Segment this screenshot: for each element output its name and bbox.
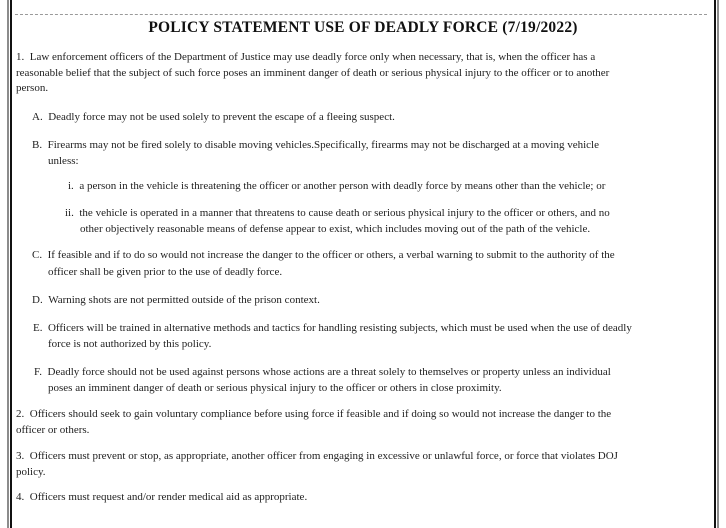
document-title: POLICY STATEMENT USE OF DEADLY FORCE (7/19/2022) — [148, 19, 578, 36]
subitem-text-line: poses an imminent danger of death or serious physical injury to the officer or others in close proximity. — [48, 381, 502, 394]
item-text-line: policy. — [16, 465, 46, 478]
roman-text-line: the vehicle is operated in a manner that threatens to cause death or serious physical injury to the officer or others, and no — [79, 207, 610, 219]
policy-item-1 — [16, 50, 609, 97]
policy-subitem-a — [32, 110, 395, 126]
subitem-text-line: Officers will be trained in alternative methods and tactics for handling resisting subjects, which must be used when the use of deadly — [47, 322, 632, 334]
subitem-text-line: officer shall be given prior to the use of deadly force. — [48, 265, 283, 278]
subitem-text-line: unless: — [48, 154, 79, 167]
item-text-line: Officers must prevent or stop, as appropriate, another officer from engaging in excessive or unlawful force, or force that violates DOJ — [29, 450, 618, 462]
subitem-label: F. — [34, 366, 42, 378]
subitem-label: D. — [32, 294, 43, 306]
item-text-line: person. — [16, 82, 49, 94]
policy-roman-i — [68, 179, 605, 195]
subitem-text-line: Deadly force may not be used solely to prevent the escape of a fleeing suspect. — [48, 111, 395, 123]
subitem-text-line: If feasible and if to do so would not increase the danger to the officer or others, a verbal warning to submit to the authority of the — [47, 249, 615, 261]
subitem-text-line: Warning shots are not permitted outside of the prison context. — [48, 294, 320, 306]
subitem-label: B. — [32, 139, 43, 151]
policy-subitem-e — [33, 321, 632, 352]
subitem-text-line: Firearms may not be fired solely to disable moving vehicles.Specifically, firearms may not be discharged at a moving vehicle — [47, 139, 599, 151]
policy-subitem-b — [32, 138, 599, 169]
page-border-right-outer — [717, 0, 719, 528]
policy-roman-ii — [65, 206, 610, 237]
header-rule — [15, 14, 707, 15]
item-label: 1. — [16, 51, 25, 63]
item-text-line: officer or others. — [16, 423, 90, 436]
policy-subitem-c — [32, 247, 615, 280]
item-text-line: Law enforcement officers of the Department of Justice may use deadly force only when necessary, that is, when the officer has a — [29, 51, 596, 63]
roman-label: i. — [68, 180, 74, 192]
roman-text-line: a person in the vehicle is threatening the officer or another person with deadly force by means other than the vehicle; or — [79, 180, 606, 192]
policy-subitem-d — [32, 293, 320, 309]
item-label: 4. — [16, 491, 25, 503]
item-label: 2. — [16, 408, 25, 420]
subitem-label: E. — [33, 322, 43, 334]
subitem-label: A. — [32, 111, 43, 123]
item-text-line: Officers must request and/or render medical aid as appropriate. — [29, 491, 308, 503]
item-label: 3. — [16, 450, 25, 462]
policy-item-2 — [16, 407, 611, 438]
policy-item-4 — [16, 490, 307, 506]
page-border-right-inner — [714, 0, 716, 528]
policy-subitem-f — [34, 365, 611, 396]
subitem-label: C. — [32, 249, 43, 261]
policy-item-3 — [16, 449, 618, 480]
page-border-left-inner — [10, 0, 12, 528]
item-text-line: Officers should seek to gain voluntary compliance before using force if feasible and if doing so would not increase the danger to the — [29, 408, 612, 420]
subitem-text-line: Deadly force should not be used against persons whose actions are a threat solely to themselves or property unless an individual — [47, 366, 611, 378]
page-border-left-outer — [7, 0, 9, 528]
subitem-text-line: force is not authorized by this policy. — [48, 337, 212, 350]
roman-text-line: other objectively reasonable means of defense appear to exist, which includes moving out of the path of the vehicle. — [80, 222, 591, 235]
item-text-line: reasonable belief that the subject of such force poses an imminent danger of death or serious physical injury to the officer or to another — [16, 66, 610, 79]
roman-label: ii. — [65, 207, 74, 219]
